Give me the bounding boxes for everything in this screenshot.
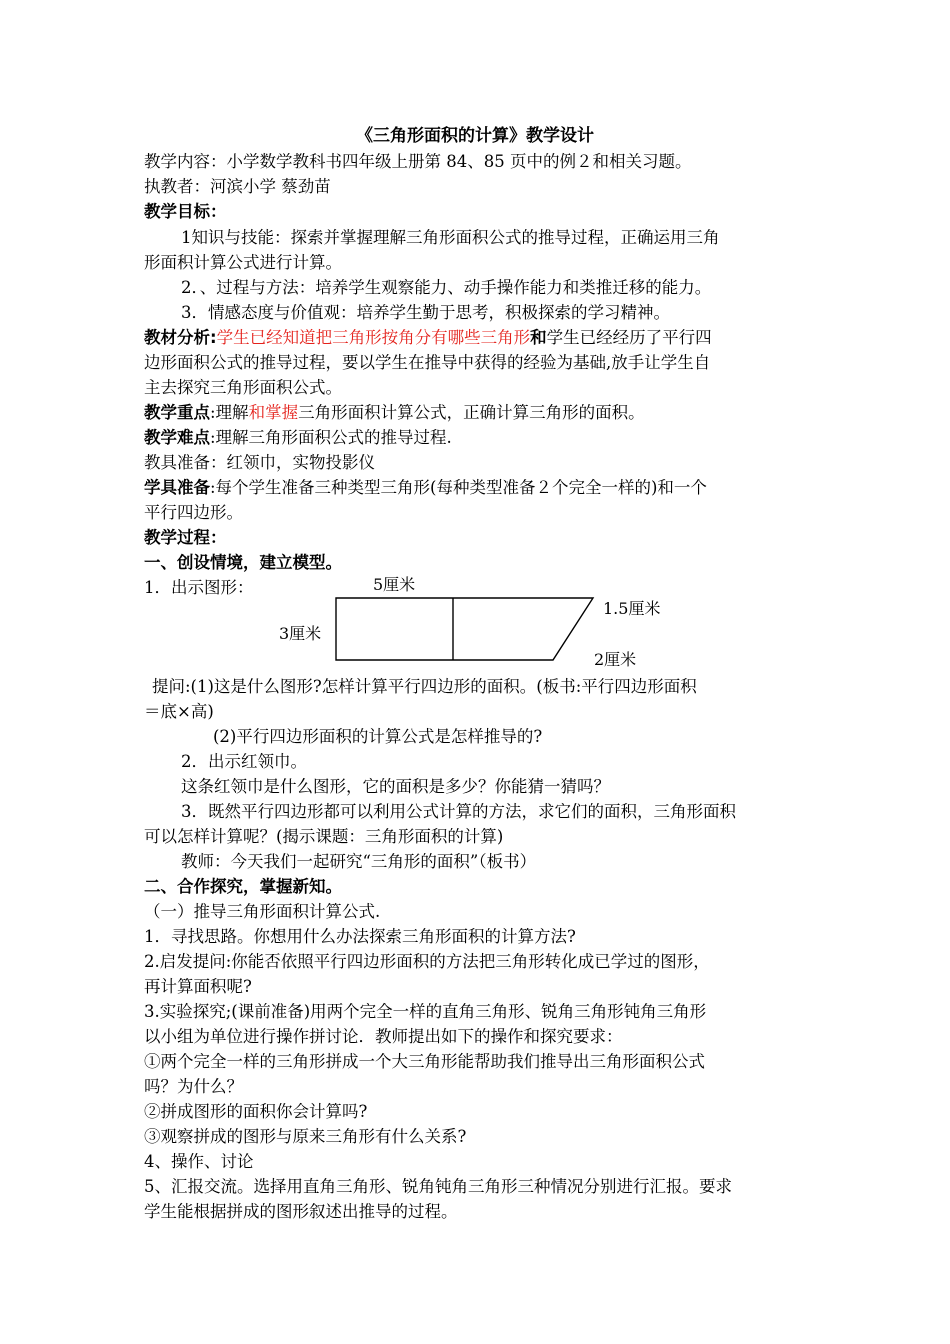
key-point-highlight: 和掌握	[248, 403, 299, 422]
figure-label-bottom: 2厘米	[594, 650, 637, 669]
analysis-line-2: 边形面积公式的推导过程，要以学生在推导中获得的经验为基础,放手让学生自	[144, 353, 711, 372]
goal-2: 2．、过程与方法：培养学生观察能力、动手操作能力和类推迁移的能力。	[181, 278, 712, 297]
section-2-sub-1: （一）推导三角形面积计算公式.	[144, 902, 381, 921]
analysis-label: 教材分析	[144, 328, 210, 347]
key-point-prefix: :理解	[210, 403, 249, 422]
section-2-p5-line-2: 学生能根据拼成的图形叙述出推导的过程。	[144, 1202, 458, 1221]
student-aids-line-2: 平行四边形。	[144, 503, 243, 522]
goal-1-line-2: 形面积计算公式进行计算。	[144, 253, 342, 272]
section-2-heading: 二、合作探究，掌握新知。	[144, 877, 342, 896]
figure-outline	[336, 598, 593, 660]
teaching-content-line: 教学内容：小学数学教科书四年级上册第 84、85 页中的例２和相关习题。	[144, 152, 692, 171]
section-2-p2-line-2: 再计算面积呢?	[144, 977, 252, 996]
process-heading: 教学过程：	[144, 528, 227, 547]
step-2: 2．出示红领巾。	[181, 752, 307, 771]
analysis-colon: :	[210, 328, 217, 347]
figure-label-left: 3厘米	[279, 624, 322, 643]
key-point-rest: 三角形面积计算公式，正确计算三角形的面积。	[298, 403, 645, 422]
figure-label-top: 5厘米	[373, 575, 416, 594]
question-1-line-2: ＝底×高)	[144, 702, 214, 721]
teaching-aids-line: 教具准备：红领巾，实物投影仪	[144, 453, 375, 472]
student-aids-text: :每个学生准备三种类型三角形(每种类型准备２个完全一样的)和一个	[210, 478, 707, 497]
student-aids-label: 学具准备	[144, 478, 210, 497]
difficulty-rest: :理解三角形面积公式的推导过程.	[210, 428, 452, 447]
step-3-line-2: 可以怎样计算呢？(揭示课题：三角形面积的计算)	[144, 827, 504, 846]
section-2-p3-line-1: 3.实验探究;(课前准备)用两个完全一样的直角三角形、锐角三角形钝角三角形	[144, 1002, 707, 1021]
show-figure-line: 1．出示图形：	[144, 578, 254, 597]
section-2-p5-line-1: 5、汇报交流。选择用直角三角形、锐角钝角三角形三种情况分别进行汇报。要求	[144, 1177, 732, 1196]
section-2-q3: ③观察拼成的图形与原来三角形有什么关系?	[144, 1127, 467, 1146]
analysis-line-3: 主去探究三角形面积公式。	[144, 378, 342, 397]
question-2: (2)平行四边形面积的计算公式是怎样推导的?	[213, 727, 543, 746]
goal-1-line-1: 1知识与技能：探索并掌握理解三角形面积公式的推导过程，正确运用三角	[181, 228, 720, 247]
analysis-highlight: 学生已经知道把三角形按角分有哪些三角形	[216, 328, 531, 347]
analysis-and: 和	[530, 328, 547, 347]
analysis-rest: 学生已经经历了平行四	[546, 328, 712, 347]
teacher-line: 执教者：河滨小学 蔡劲苗	[144, 177, 331, 196]
section-2-p4: 4、操作、讨论	[144, 1152, 254, 1171]
goal-3: 3．情感态度与价值观：培养学生勤于思考，积极探索的学习精神。	[181, 303, 670, 322]
step-2-question: 这条红领巾是什么图形，它的面积是多少？你能猜一猜吗？	[181, 777, 610, 796]
key-point-label: 教学重点	[144, 403, 210, 422]
question-1-line-1: 提问:(1)这是什么图形?怎样计算平行四边形的面积。(板书:平行四边形面积	[152, 677, 697, 696]
section-2-p3-line-2: 以小组为单位进行操作拼讨论．教师提出如下的操作和探究要求：	[144, 1027, 623, 1046]
difficulty-label: 教学难点	[144, 428, 210, 447]
section-1-heading: 一、创设情境，建立模型。	[144, 553, 342, 572]
step-3-line-1: 3．既然平行四边形都可以利用公式计算的方法，求它们的面积，三角形面积	[181, 802, 736, 821]
section-2-q2: ②拼成图形的面积你会计算吗?	[144, 1102, 368, 1121]
document-title: 《三角形面积的计算》教学设计	[356, 126, 594, 146]
section-2-q1-line-1: ①两个完全一样的三角形拼成一个大三角形能帮助我们推导出三角形面积公式	[144, 1052, 705, 1071]
figure-label-right: 1.5厘米	[603, 599, 661, 618]
goals-heading: 教学目标：	[144, 202, 227, 221]
section-2-q1-line-2: 吗？为什么？	[144, 1077, 243, 1096]
teacher-statement: 教师：今天我们一起研究“三角形的面积”（板书）	[181, 852, 537, 871]
section-2-p1: 1．寻找思路。你想用什么办法探索三角形面积的计算方法?	[144, 927, 576, 946]
section-2-p2-line-1: 2.启发提问:你能否依照平行四边形面积的方法把三角形转化成已学过的图形，	[144, 952, 710, 971]
